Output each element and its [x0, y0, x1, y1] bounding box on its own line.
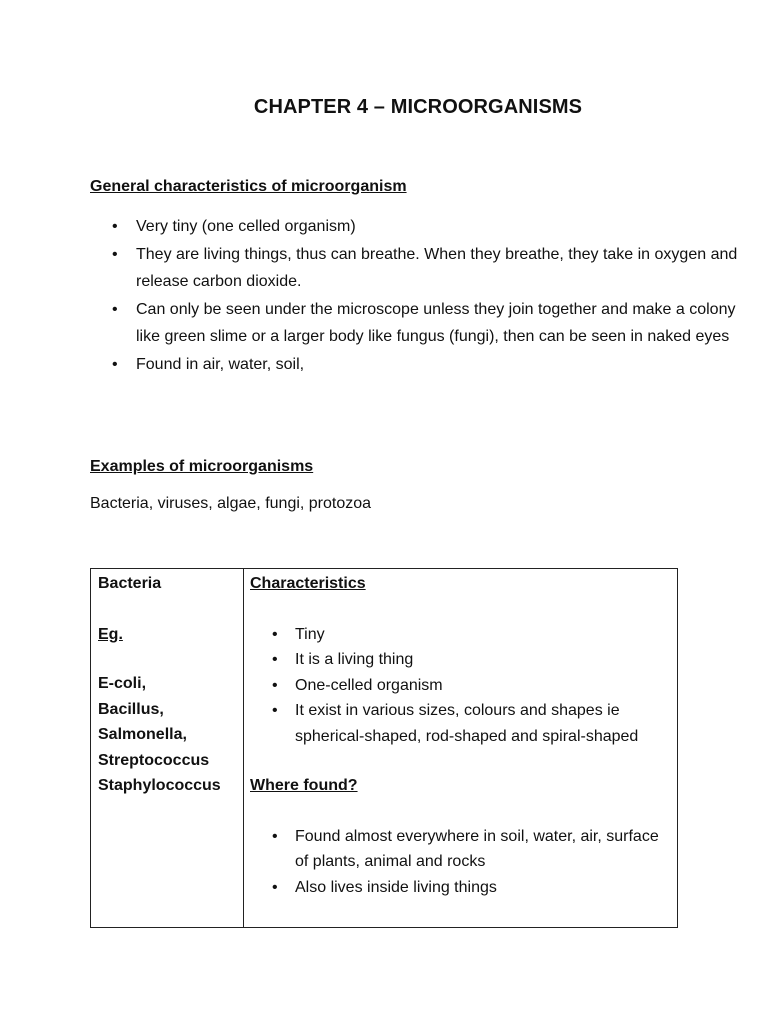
section-heading-examples: Examples of microorganisms [90, 458, 314, 475]
general-characteristics-list [90, 213, 740, 378]
list-item: • Found in air, water, soil, [90, 351, 740, 379]
list-item: Staphylococcus [98, 777, 221, 794]
list-item: • It exist in various sizes, colours and shapes ie spherical-shaped, rod-shaped and spiral-shaped [250, 698, 670, 749]
list-item: • Also lives inside living things [250, 875, 670, 901]
list-item: • Very tiny (one celled organism) [90, 213, 740, 241]
section-heading-general-characteristics: General characteristics of microorganism [90, 178, 407, 195]
examples-label: Eg. [98, 625, 123, 643]
organism-list [98, 671, 238, 799]
where-found-list [250, 824, 670, 901]
list-item: • It is a living thing [250, 647, 670, 673]
list-item: Salmonella, [98, 726, 187, 743]
table-cell-characteristics [250, 571, 670, 900]
examples-text: Bacteria, viruses, algae, fungi, protozoa [90, 495, 372, 512]
list-item: Bacillus, [98, 700, 164, 718]
list-item: • Tiny [250, 622, 670, 648]
list-item: • One-celled organism [250, 673, 670, 699]
characteristics-heading: Characteristics [250, 575, 366, 592]
bacteria-table [90, 568, 678, 928]
list-item: • They are living things, thus can breathe. When they breathe, they take in oxygen and release carbon dioxide. [90, 241, 740, 296]
list-item: • Can only be seen under the microscope unless they join together and make a colony like green slime or a larger body like fungus (fungi), then can be seen in naked eyes [90, 296, 740, 351]
bacteria-title: Bacteria [98, 575, 162, 592]
page-title: CHAPTER 4 – MICROORGANISMS [253, 96, 583, 118]
characteristics-list [250, 622, 670, 750]
where-found-heading: Where found? [250, 777, 358, 794]
list-item: • Found almost everywhere in soil, water, air, surface of plants, animal and rocks [250, 824, 670, 875]
list-item: Streptococcus [98, 751, 210, 769]
table-cell-bacteria [98, 571, 238, 799]
list-item: E-coli, [98, 675, 147, 692]
table-column-divider [243, 569, 244, 927]
